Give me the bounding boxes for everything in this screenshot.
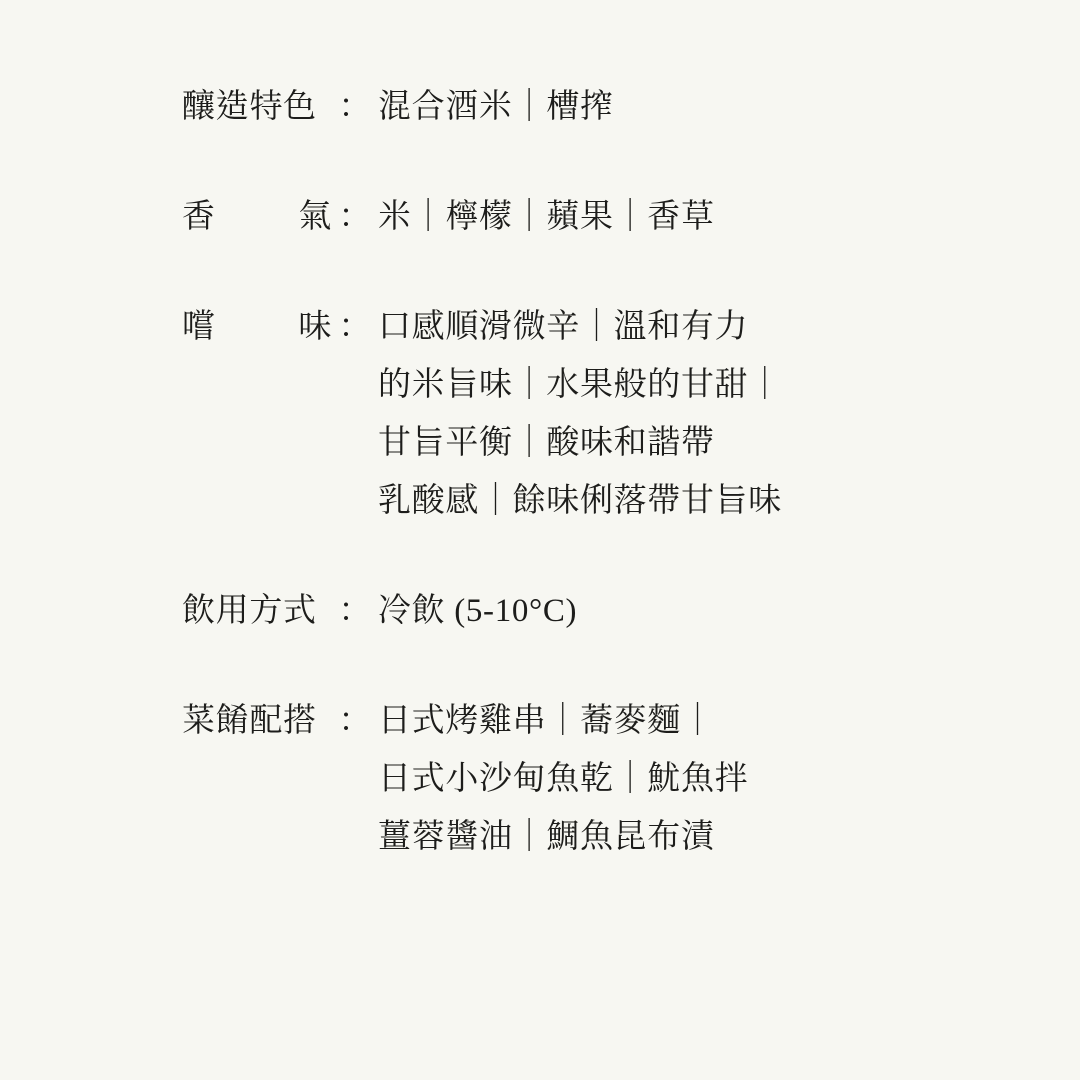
spec-label-food-pairing	[182, 692, 378, 750]
spec-label-taste	[182, 298, 378, 356]
spec-value-aroma	[378, 188, 950, 246]
spec-list	[182, 78, 950, 866]
spec-value-line: 冷飲 (5-10°C)	[378, 593, 578, 629]
spec-value-line: 的米旨味｜水果般的甘甜｜	[378, 367, 782, 403]
spec-row	[182, 188, 950, 246]
spec-label-colon: ：	[338, 703, 372, 739]
spec-label-colon: ：	[338, 593, 372, 629]
spec-label-aroma	[182, 188, 378, 246]
spec-label-text: 釀造特色	[182, 89, 317, 125]
spec-label-text: 飲用方式	[182, 593, 317, 629]
spec-row	[182, 78, 950, 136]
spec-value-line: 薑蓉醬油｜鯛魚昆布漬	[378, 819, 715, 855]
spec-row	[182, 298, 950, 530]
spec-value-line: 米｜檸檬｜蘋果｜香草	[378, 199, 715, 235]
spec-value-line: 日式烤雞串｜蕎麥麵｜	[378, 703, 715, 739]
spec-value-food-pairing	[378, 692, 950, 866]
spec-label-text: 香氣	[182, 199, 332, 235]
spec-value-line: 混合酒米｜槽搾	[378, 89, 614, 125]
spec-value-serving-style	[378, 582, 950, 640]
spec-row	[182, 692, 950, 866]
spec-row	[182, 582, 950, 640]
spec-value-line: 日式小沙甸魚乾｜魷魚拌	[378, 761, 749, 797]
spec-label-colon: ：	[338, 199, 372, 235]
spec-label-serving-style	[182, 582, 378, 640]
spec-value-line: 乳酸感｜餘味俐落帶甘旨味	[378, 483, 782, 519]
spec-value-line: 口感順滑微辛｜溫和有力	[378, 309, 749, 345]
spec-label-colon: ：	[338, 309, 372, 345]
spec-label-text: 菜餚配搭	[182, 703, 317, 739]
spec-value-brewing-feature	[378, 78, 950, 136]
spec-label-text: 嚐味	[182, 309, 332, 345]
spec-label-brewing-feature	[182, 78, 378, 136]
spec-value-taste	[378, 298, 950, 530]
spec-value-line: 甘旨平衡｜酸味和諧帶	[378, 425, 715, 461]
spec-label-colon: ：	[338, 89, 372, 125]
